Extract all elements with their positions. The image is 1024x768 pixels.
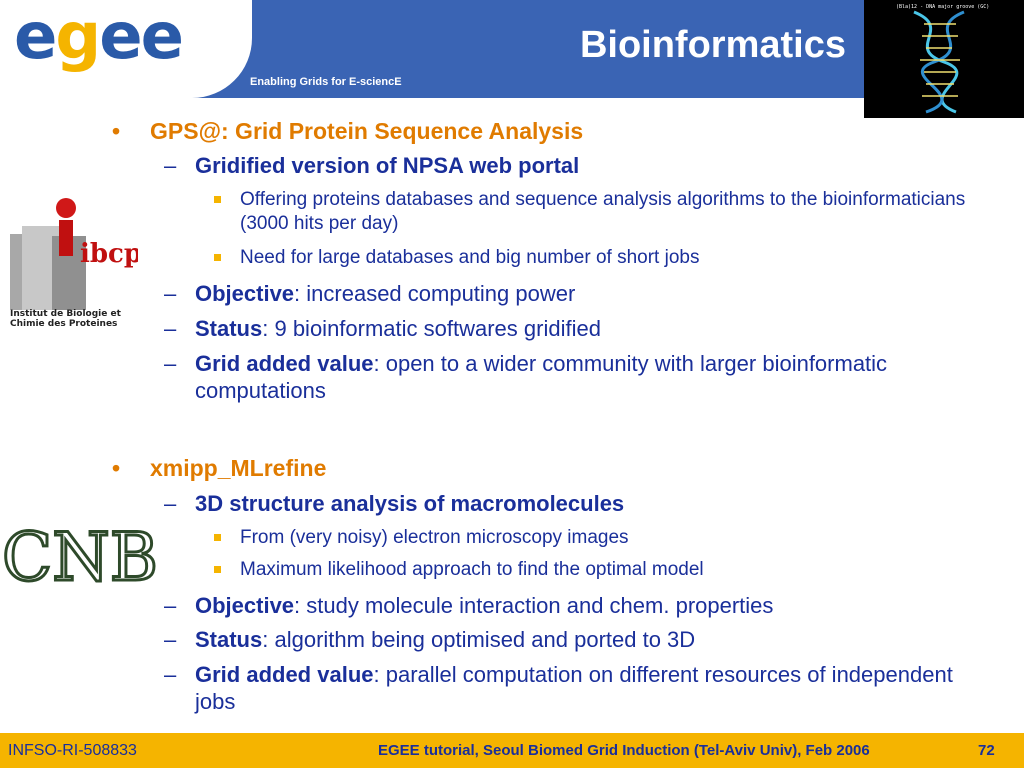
square-bullet-icon (214, 534, 221, 541)
dna-caption: (Bla)12 - DNA major groove (GC) (896, 4, 990, 10)
section1-status: – Status: 9 bioinformatic softwares gridified (164, 316, 601, 341)
slide-title: Bioinformatics (579, 24, 846, 66)
section1-objective: – Objective: increased computing power (164, 281, 576, 306)
ibcp-name-line2: Chimie des Proteines (10, 319, 118, 329)
ibcp-short-text: ibcp (80, 239, 138, 269)
section2-bullet1: From (very noisy) electron microscopy images (214, 526, 994, 550)
section1-sub: – Gridified version of NPSA web portal (164, 153, 580, 178)
section2-status: – Status: algorithm being optimised and ported to 3D (164, 627, 696, 652)
section2-added-value: – Grid added value: parallel computation on different resources of independent jobs (164, 662, 953, 714)
egee-logo (0, 0, 252, 98)
footer-event: EGEE tutorial, Seoul Biomed Grid Induction (Tel-Aviv Univ), Feb 2006 (378, 742, 870, 759)
section1-bullet2: Need for large databases and big number of short jobs (214, 246, 994, 270)
tagline: Enabling Grids for E-sciencE (250, 76, 402, 88)
footer-project-id: INFSO-RI-508833 (8, 742, 137, 759)
dna-base-pairs (920, 24, 960, 96)
egee-logo-text: egee (14, 0, 183, 74)
bullet-icon: • (112, 455, 121, 481)
square-bullet-icon (214, 566, 221, 573)
section1-bullet1: Offering proteins databases and sequence analysis algorithms to the bioinformaticians (3000 hits per day) (214, 188, 994, 236)
ibcp-logo (8, 196, 138, 336)
ibcp-name-line1: Institut de Biologie et (10, 309, 121, 319)
section2-sub: – 3D structure analysis of macromolecules (164, 491, 625, 516)
cnb-logo (0, 520, 160, 588)
section1-added-value: – Grid added value: open to a wider community with larger bioinformatic computations (164, 351, 888, 403)
square-bullet-icon (214, 254, 221, 261)
square-bullet-icon (214, 196, 221, 203)
footer-bar (0, 733, 1024, 768)
bullet-icon: • (112, 118, 121, 144)
page-number: 72 (978, 742, 995, 759)
section2-objective: – Objective: study molecule interaction and chem. properties (164, 593, 774, 618)
cnb-text: CNB (2, 520, 158, 588)
section2-bullet2: Maximum likelihood approach to find the optimal model (214, 558, 994, 582)
dna-helix-image (864, 0, 1024, 118)
